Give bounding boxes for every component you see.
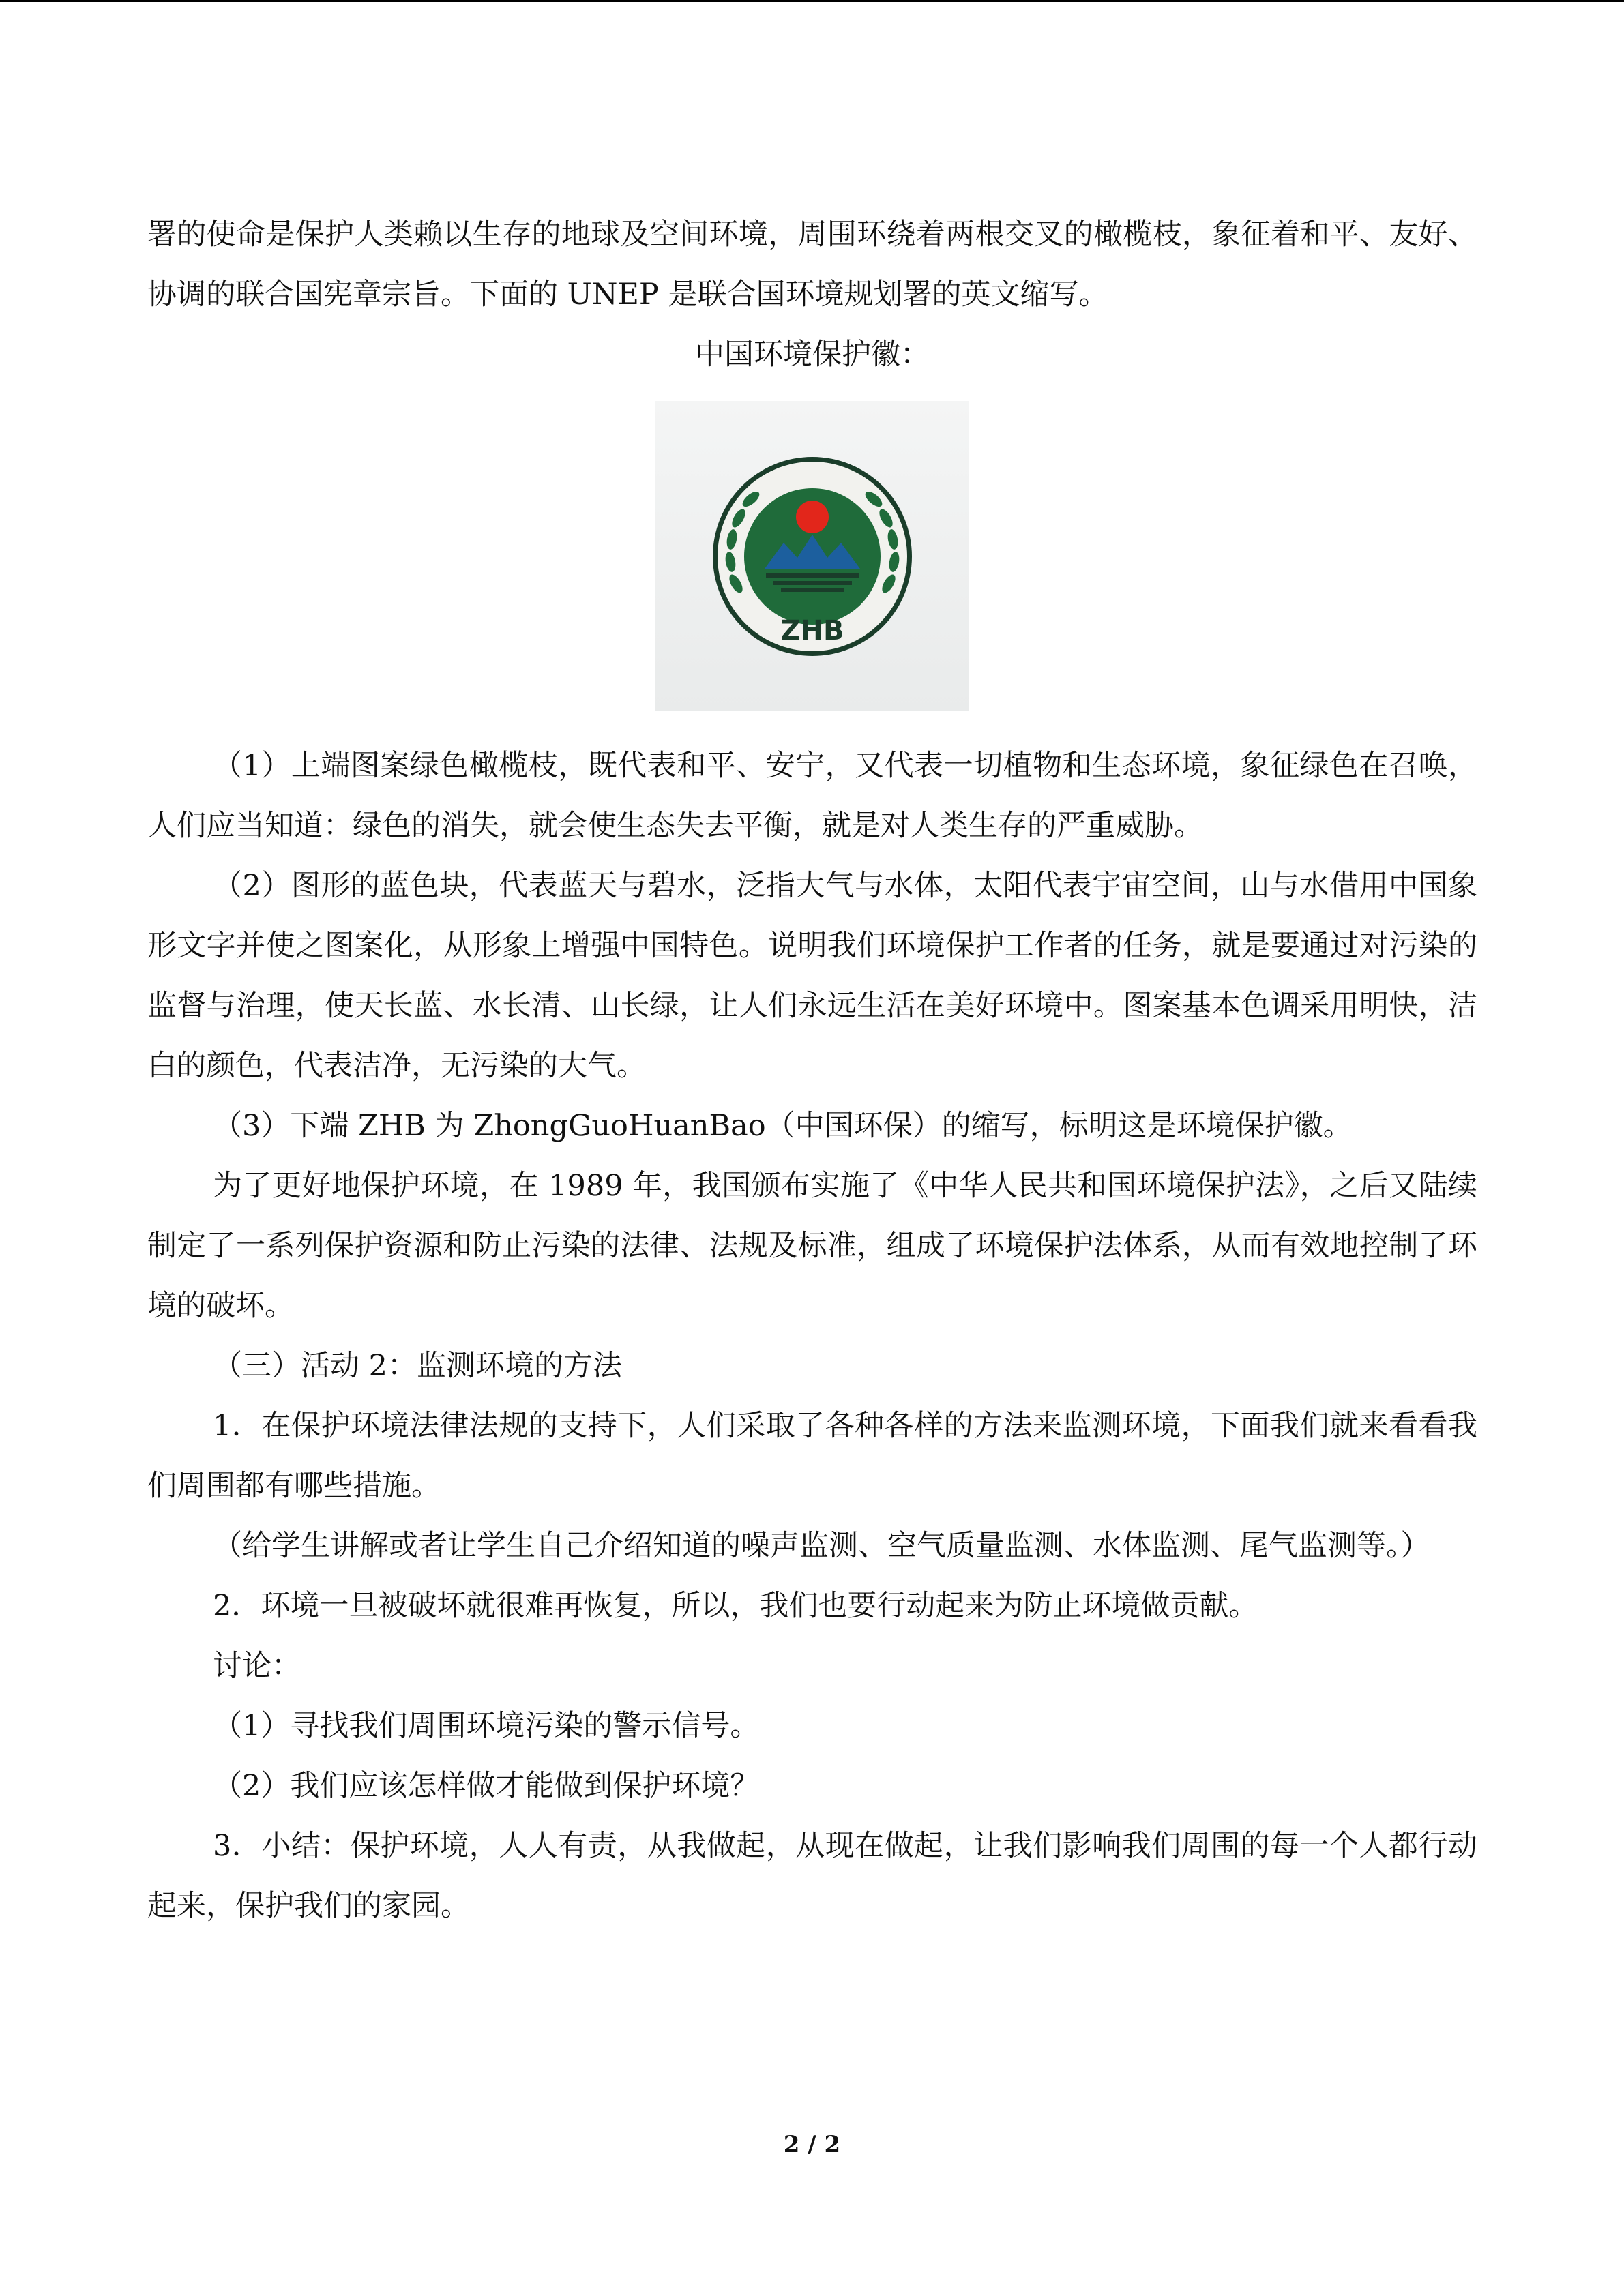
page-top-border bbox=[0, 0, 1624, 2]
emblem-water-line-3 bbox=[781, 588, 844, 592]
paragraph-contribute: 2．环境一旦被破坏就很难再恢复，所以，我们也要行动起来为防止环境做贡献。 bbox=[213, 1589, 1258, 1623]
emblem-water-line-2 bbox=[773, 581, 852, 585]
paragraph-summary: 3．小结：保护环境，人人有责，从我做起，从现在做起，让我们影响我们周围的每一个人都行动起来，保护我们的家园。 bbox=[147, 1829, 1477, 1923]
discussion-item-1: （1）寻找我们周围环境污染的警示信号。 bbox=[213, 1709, 760, 1743]
paragraph-blue-block: （2）图形的蓝色块，代表蓝天与碧水，泛指大气与水体，太阳代表宇宙空间，山与水借用中国象形文字并使之图案化，从形象上增强中国特色。说明我们环境保护工作者的任务，就是要通过对污染的监督与治理，使天长蓝、水长清、山长绿，让人们永远生活在美好环境中。图案基本色调采用明快，洁白的颜色，代表洁净，无污染的大气。 bbox=[147, 869, 1477, 1083]
emblem-figure bbox=[147, 401, 1477, 711]
paragraph-teacher-note: （给学生讲解或者让学生自己介绍知道的噪声监测、空气质量监测、水体监测、尾气监测等。） bbox=[213, 1529, 1430, 1563]
paragraph-zhb: （3）下端 ZHB 为 ZhongGuoHuanBao（中国环保）的缩写，标明这是环境保护徽。 bbox=[213, 1109, 1353, 1143]
paragraph-discussion-label: 讨论： bbox=[213, 1649, 301, 1683]
paragraph-monitoring-methods: 1．在保护环境法律法规的支持下，人们采取了各种各样的方法来监测环境，下面我们就来看看我们周围都有哪些措施。 bbox=[147, 1409, 1477, 1503]
figure-caption: 中国环境保护徽： bbox=[695, 338, 930, 372]
discussion-item-2: （2）我们应该怎样做才能做到保护环境？ bbox=[213, 1769, 760, 1803]
section-heading-activity-2: （三）活动 2：监测环境的方法 bbox=[213, 1349, 623, 1383]
paragraph-environment-law: 为了更好地保护环境，在 1989 年，我国颁布实施了《中华人民共和国环境保护法》，之后又陆续制定了一系列保护资源和防止污染的法律、法规及标准，组成了环境保护法体系，从而有效地控制了环境的破坏。 bbox=[147, 1169, 1477, 1323]
page-number: 2 / 2 bbox=[783, 2131, 841, 2158]
paragraph-olive-branch: （1）上端图案绿色橄榄枝，既代表和平、安宁，又代表一切植物和生态环境，象征绿色在召唤，人们应当知道：绿色的消失，就会使生态失去平衡，就是对人类生存的严重威胁。 bbox=[147, 749, 1477, 843]
emblem-sun bbox=[796, 501, 829, 533]
emblem-water-line-1 bbox=[766, 573, 859, 578]
emblem-zhb-text: ZHB bbox=[780, 614, 844, 646]
china-environmental-protection-emblem bbox=[710, 454, 915, 659]
emblem-image-frame bbox=[655, 401, 969, 711]
paragraph-unep-description: 署的使命是保护人类赖以生存的地球及空间环境，周围环绕着两根交叉的橄榄枝，象征着和平、友好、协调的联合国宪章宗旨。下面的 UNEP 是联合国环境规划署的英文缩写。 bbox=[147, 218, 1477, 312]
document-body bbox=[147, 205, 1477, 1936]
